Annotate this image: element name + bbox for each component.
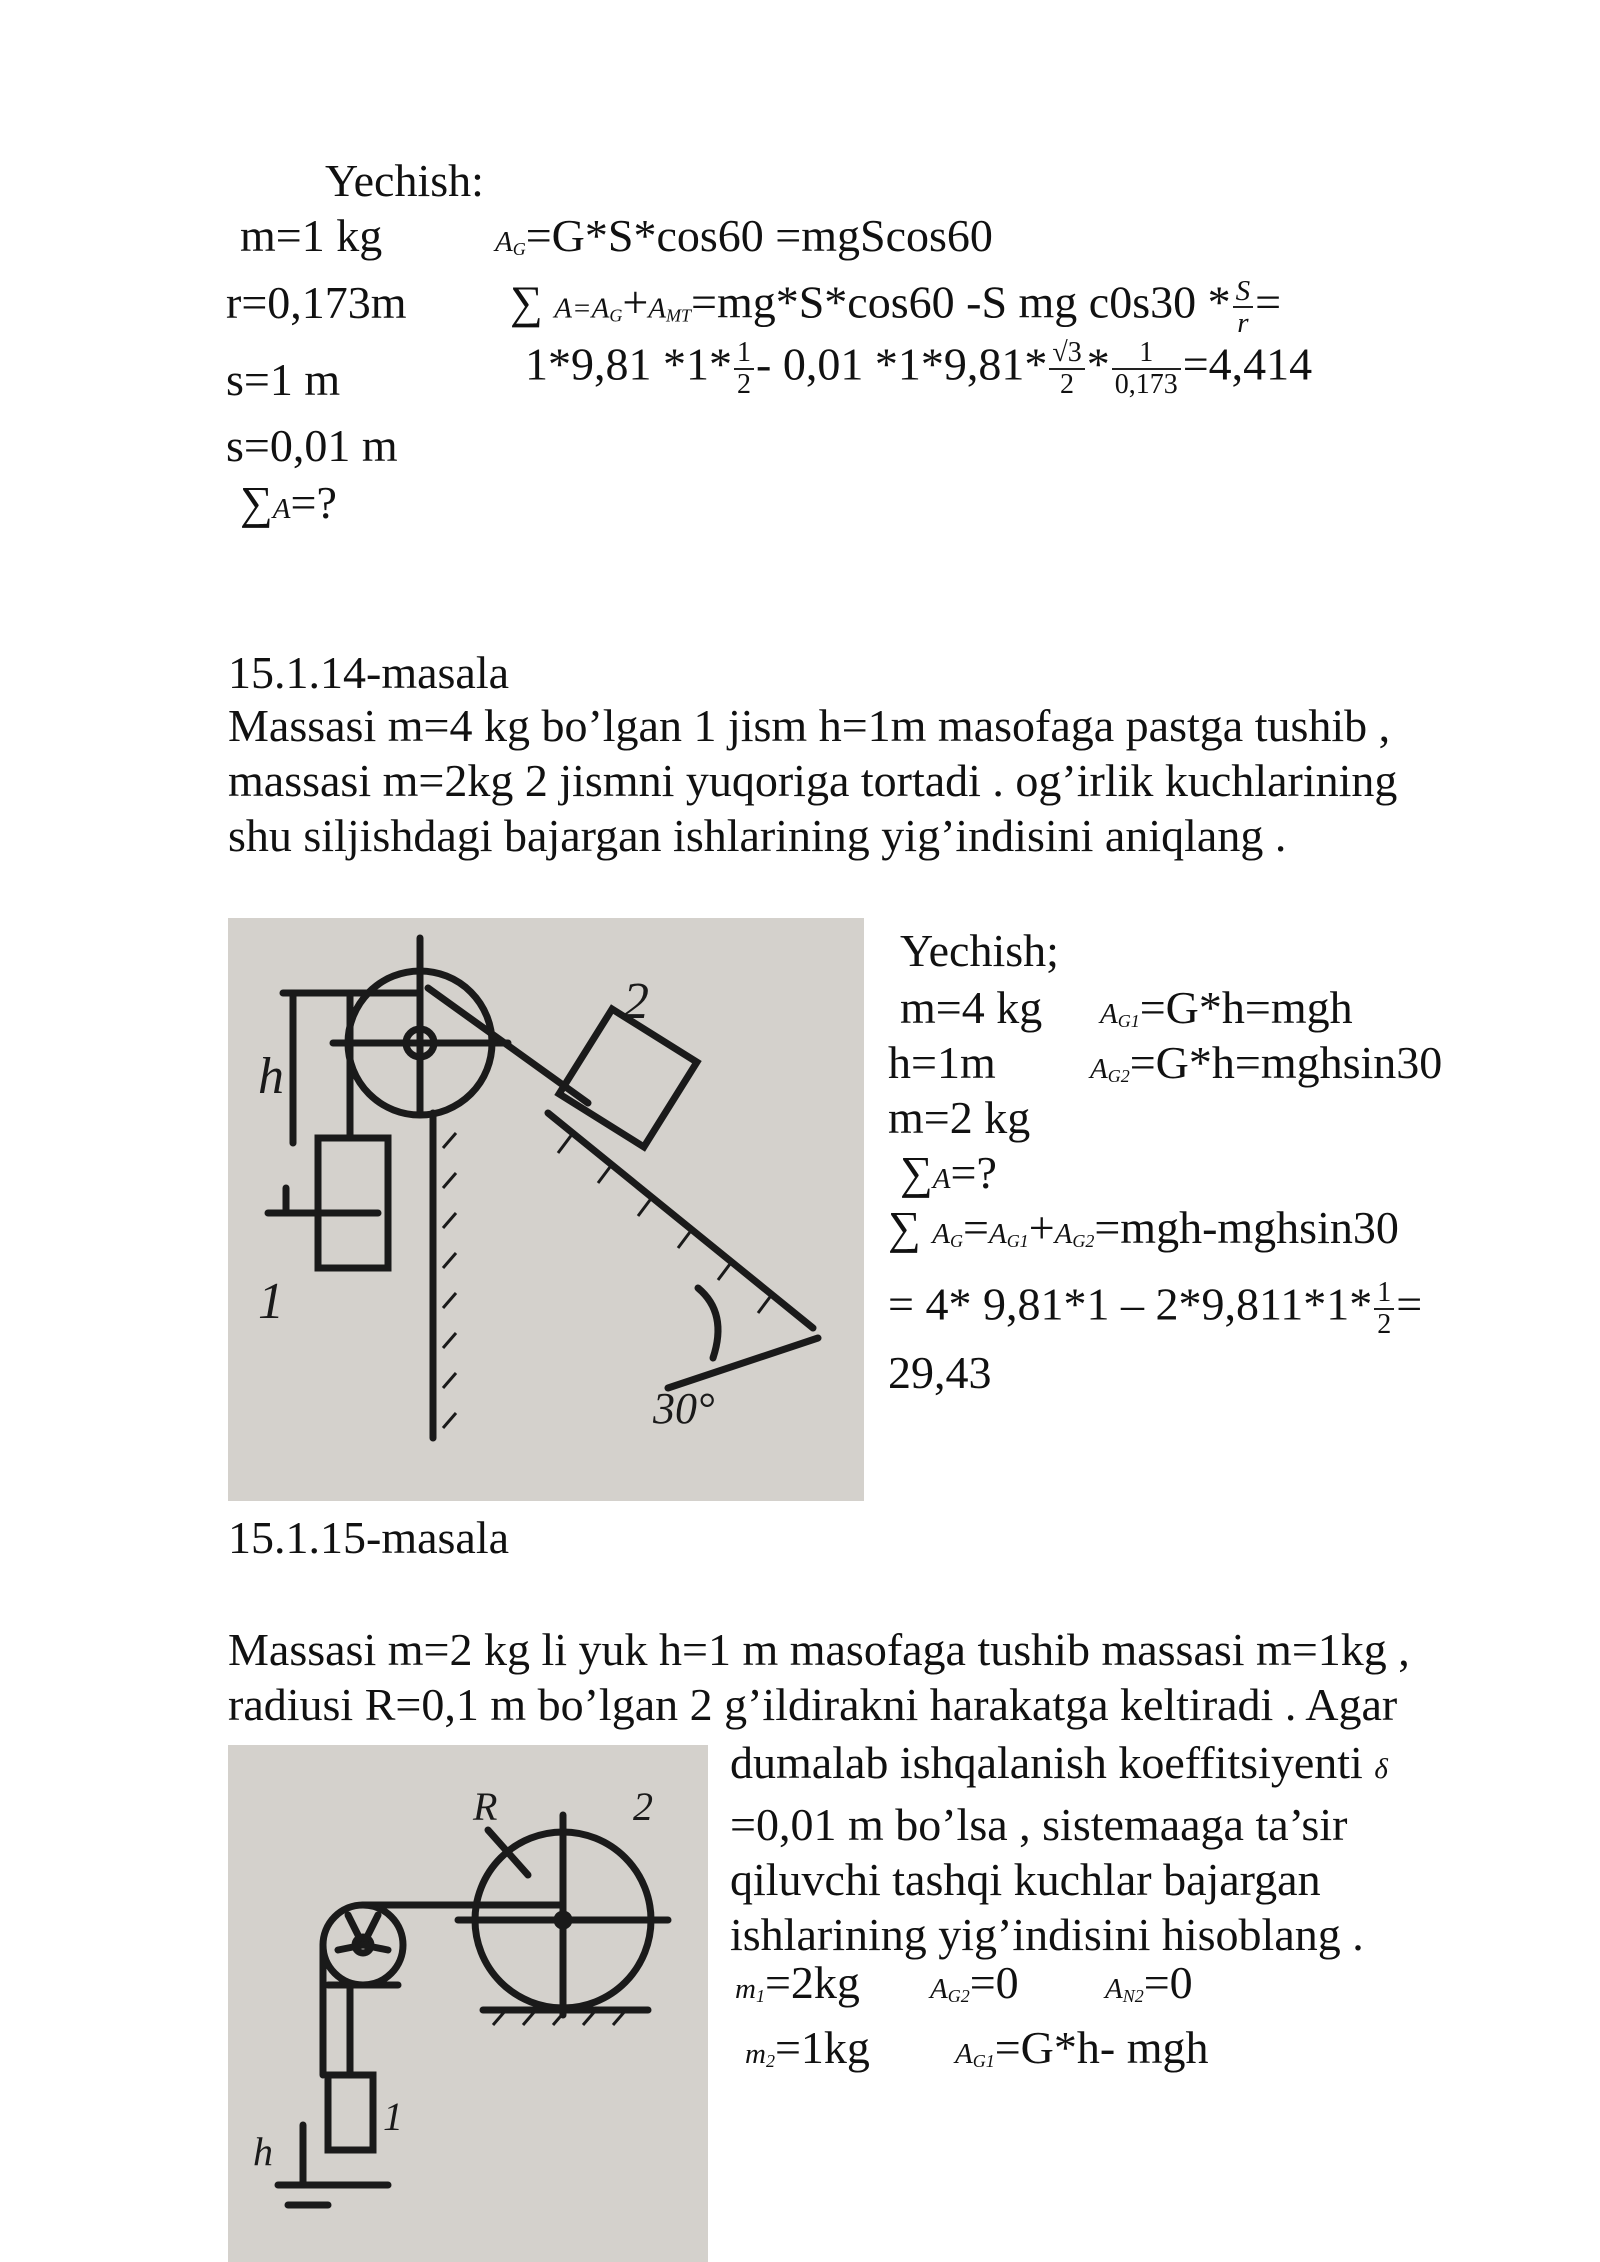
given-radius: r=0,173m bbox=[226, 277, 407, 328]
problem-15-side-text bbox=[730, 1735, 1560, 1962]
statement-line: radiusi R=0,1 m bo’lgan 2 g’ildirakni harakatga keltiradi . Agar bbox=[228, 1679, 1398, 1730]
statement-line: Massasi m=4 kg bo’lgan 1 jism h=1m masofaga pastga tushib , bbox=[228, 700, 1391, 751]
solution-14-result: 29,43 bbox=[888, 1347, 992, 1398]
equation-work-gravity: $A_G=G*S*\cos 60 =mgScos60$ bbox=[495, 210, 993, 261]
label-2: 2 bbox=[623, 973, 649, 1030]
given-mass: m=1 kg bbox=[240, 210, 383, 261]
problem-14-statement bbox=[228, 698, 1528, 863]
equation-sum-gravity-work: ∑ $A_G=A_{G1}+A_{G2}=mgh-mghsin30$ bbox=[888, 1202, 1399, 1253]
body-1 bbox=[318, 1138, 388, 1268]
equation-ag1: $A_{G1}=G*h=mgh$ bbox=[1100, 982, 1353, 1033]
solution-14-heading: Yechish; bbox=[900, 925, 1059, 976]
fraction-one-over-radius: $\frac{1}{0,173}$ bbox=[1112, 338, 1181, 400]
equation-ag2-zero: $A_{G2}=0$ bbox=[930, 1957, 1019, 2008]
label-2: 2 bbox=[633, 1784, 653, 1829]
fraction-sqrt3-over-2: $\frac{√3}{2}$ bbox=[1049, 338, 1084, 400]
label-1: 1 bbox=[258, 1273, 284, 1330]
given-coefficient: s=0,01 m bbox=[226, 420, 398, 471]
side-line: qiluvchi tashqi kuchlar bajargan bbox=[730, 1854, 1321, 1905]
fraction-one-half: $\frac{1}{2}$ bbox=[734, 338, 754, 400]
solution-14-mass2: m=2 kg bbox=[888, 1092, 1031, 1143]
figure-pulley-incline bbox=[228, 918, 864, 1501]
load-1 bbox=[328, 2075, 373, 2150]
equation-total-work: ∑ $A=A_G+A_{MT}=mg*S*\cos 60$ -S mg c0s30 * $\frac{S}{r}$ = bbox=[510, 275, 1282, 339]
label-h: h bbox=[258, 1048, 284, 1105]
label-R: R bbox=[473, 1784, 498, 1829]
label-h: h bbox=[253, 2129, 273, 2174]
problem-15-title: 15.1.15-masala bbox=[228, 1512, 510, 1563]
label-angle: 30° bbox=[653, 1384, 715, 1433]
given-m2: $m_2=1kg$ bbox=[745, 2022, 870, 2073]
solution-14-sum-unknown: ∑A=? bbox=[900, 1147, 997, 1198]
problem-14-title: 15.1.14-masala bbox=[228, 647, 510, 698]
fraction-s-over-r: $\frac{S}{r}$ bbox=[1233, 276, 1254, 338]
given-distance: s=1 m bbox=[226, 354, 341, 405]
given-sum-unknown: ∑A=? bbox=[240, 477, 337, 528]
side-line: =0,01 m bo’lsa , sistemaaga ta’sir bbox=[730, 1799, 1348, 1850]
statement-line: massasi m=2kg 2 jismni yuqoriga tortadi . og’irlik kuchlarining bbox=[228, 755, 1398, 806]
given-m1: $m_1=2kg$ bbox=[735, 1957, 860, 2008]
solution-14-height: h=1m bbox=[888, 1037, 996, 1088]
equation-ag2: $A_{G2}=G*h=mghsin30$ bbox=[1090, 1037, 1443, 1088]
side-line: ishlarining yig’indisini hisoblang . bbox=[730, 1909, 1364, 1960]
solution-heading: Yechish: bbox=[325, 155, 484, 206]
label-1: 1 bbox=[383, 2094, 403, 2139]
equation-ag1-15: $A_{G1}=G*h-$ mgh bbox=[955, 2022, 1209, 2073]
statement-line: shu siljishdagi bajargan ishlarining yig’indisini aniqlang . bbox=[228, 810, 1287, 861]
fraction-one-half: $\frac{1}{2}$ bbox=[1374, 1278, 1394, 1340]
delta-symbol: δ bbox=[1374, 1753, 1388, 1785]
equation-14-numeric: = 4* 9,81*1 – 2*9,811*1* $\frac{1}{2}$ = bbox=[888, 1277, 1423, 1340]
statement-line: Massasi m=2 kg li yuk h=1 m masofaga tushib massasi m=1kg , bbox=[228, 1624, 1410, 1675]
problem-15-statement bbox=[228, 1622, 1528, 1732]
side-line: dumalab ishqalanish koeffitsiyenti δ bbox=[730, 1737, 1388, 1788]
equation-an2-zero: $A_{N2}=0$ bbox=[1105, 1957, 1193, 2008]
equation-numeric: 1*9,81 *1* $\frac{1}{2}$ - 0,01 *1*9,81* $\frac{√3}{2}$ * $\frac{1}{0,173}$ =4,414 bbox=[525, 337, 1313, 400]
solution-14-mass1: m=4 kg bbox=[900, 982, 1043, 1033]
figure-pulley-wheel bbox=[228, 1745, 708, 2262]
incline-surface bbox=[548, 1113, 813, 1328]
